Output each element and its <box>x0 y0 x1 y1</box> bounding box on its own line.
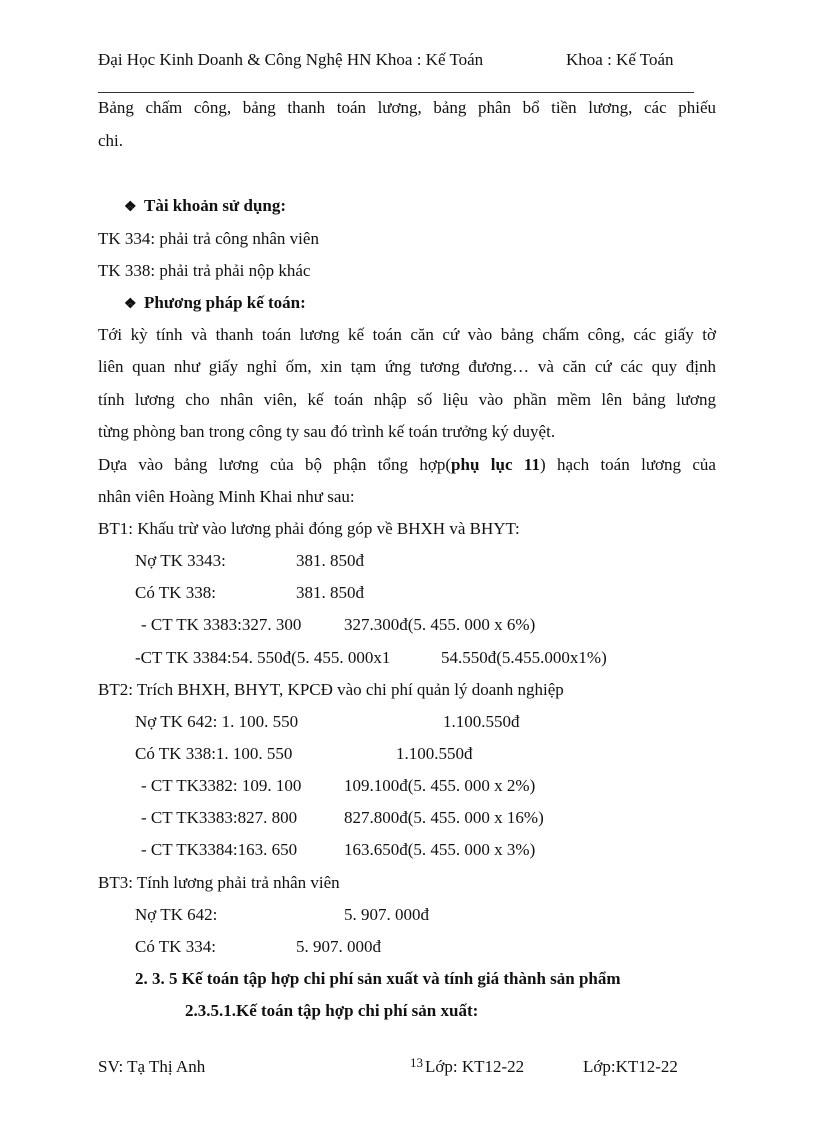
header-divider <box>98 92 694 93</box>
bt2-detail-1a: - CT TK3382: 109. 100 <box>141 776 302 795</box>
bt2-debit-label: Nợ TK 642: 1. 100. 550 <box>135 712 299 731</box>
bt2-detail-1b: 109.100đ(5. 455. 000 x 2%) <box>344 776 536 795</box>
tk338-line: TK 338: phải trả phải nộp khác <box>98 261 311 280</box>
bt2-detail-2a: - CT TK3383:827. 800 <box>141 808 298 827</box>
bt3-debit-label: Nợ TK 642: <box>135 905 218 924</box>
based-line-1 <box>98 455 716 475</box>
bt1-detail-1b: 327.300đ(5. 455. 000 x 6%) <box>344 615 536 634</box>
bt1-detail-2a: -CT TK 3384:54. 550đ(5. 455. 000x1 <box>135 648 391 667</box>
bt2-detail-3a: - CT TK3384:163. 650 <box>141 840 298 859</box>
bt2-debit-value: 1.100.550đ <box>443 712 520 731</box>
section-method-heading <box>124 293 306 313</box>
based-pre: Dựa vào bảng lương của bộ phận tổng hợp( <box>98 455 452 474</box>
bt2-title: BT2: Trích BHXH, BHYT, KPCĐ vào chi phí quản lý doanh nghiệp <box>98 680 564 699</box>
method-line-1: Tới kỳ tính và thanh toán lương kế toán căn cứ vào bảng chấm công, các giấy tờ <box>98 325 716 344</box>
footer-class-2: Lớp:KT12-22 <box>583 1057 678 1076</box>
appendix-ref: phụ lục 11 <box>451 455 540 474</box>
footer-page-number: 13 <box>410 1055 423 1070</box>
heading-2-3-5-1: 2.3.5.1.Kế toán tập hợp chi phí sản xuất: <box>185 1001 479 1020</box>
bt3-credit-label: Có TK 334: <box>135 937 216 956</box>
bt1-debit-value: 381. 850đ <box>296 551 364 570</box>
section-method-label: Phương pháp kế toán: <box>144 293 306 312</box>
bt2-credit-value: 1.100.550đ <box>396 744 473 763</box>
bt1-title: BT1: Khấu trừ vào lương phải đóng góp về BHXH và BHYT: <box>98 519 520 538</box>
based-post: ) hạch toán lương của <box>539 455 716 474</box>
diamond-bullet-icon: ❖ <box>124 297 137 312</box>
diamond-bullet-icon: ❖ <box>124 200 137 215</box>
method-line-3: tính lương cho nhân viên, kế toán nhập số liệu vào phần mềm lên bảng lương <box>98 390 716 409</box>
bt2-credit-label: Có TK 338:1. 100. 550 <box>135 744 293 763</box>
method-line-2: liên quan như giấy nghỉ ốm, xin tạm ứng tương đương… và căn cứ các quy định <box>98 357 716 376</box>
bt1-credit-label: Có TK 338: <box>135 583 216 602</box>
based-line-2: nhân viên Hoàng Minh Khai như sau: <box>98 487 355 506</box>
bt3-credit-value: 5. 907. 000đ <box>296 937 381 956</box>
header-left: Đại Học Kinh Doanh & Công Nghệ HN Khoa : Kế Toán <box>98 50 484 69</box>
bt3-debit-value: 5. 907. 000đ <box>344 905 429 924</box>
intro-line-1: Bảng chấm công, bảng thanh toán lương, bảng phân bổ tiền lương, các phiếu <box>98 98 716 117</box>
bt3-title: BT3: Tính lương phải trả nhân viên <box>98 873 340 892</box>
bt2-detail-3b: 163.650đ(5. 455. 000 x 3%) <box>344 840 536 859</box>
section-accounts-heading <box>124 196 286 216</box>
bt1-detail-2b: 54.550đ(5.455.000x1%) <box>441 648 607 667</box>
bt1-credit-value: 381. 850đ <box>296 583 364 602</box>
bt1-detail-1a: - CT TK 3383:327. 300 <box>141 615 302 634</box>
method-line-4: từng phòng ban trong công ty sau đó trình kế toán trưởng ký duyệt. <box>98 422 556 441</box>
bt1-debit-label: Nợ TK 3343: <box>135 551 226 570</box>
section-accounts-label: Tài khoản sử dụng: <box>144 196 287 215</box>
footer-student: SV: Tạ Thị Anh <box>98 1057 206 1076</box>
tk334-line: TK 334: phải trả công nhân viên <box>98 229 319 248</box>
header-right: Khoa : Kế Toán <box>566 50 674 69</box>
heading-2-3-5: 2. 3. 5 Kế toán tập hợp chi phí sản xuất và tính giá thành sản phẩm <box>135 969 621 988</box>
intro-line-2: chi. <box>98 131 124 150</box>
bt2-detail-2b: 827.800đ(5. 455. 000 x 16%) <box>344 808 544 827</box>
footer-class-1: Lớp: KT12-22 <box>425 1057 525 1076</box>
